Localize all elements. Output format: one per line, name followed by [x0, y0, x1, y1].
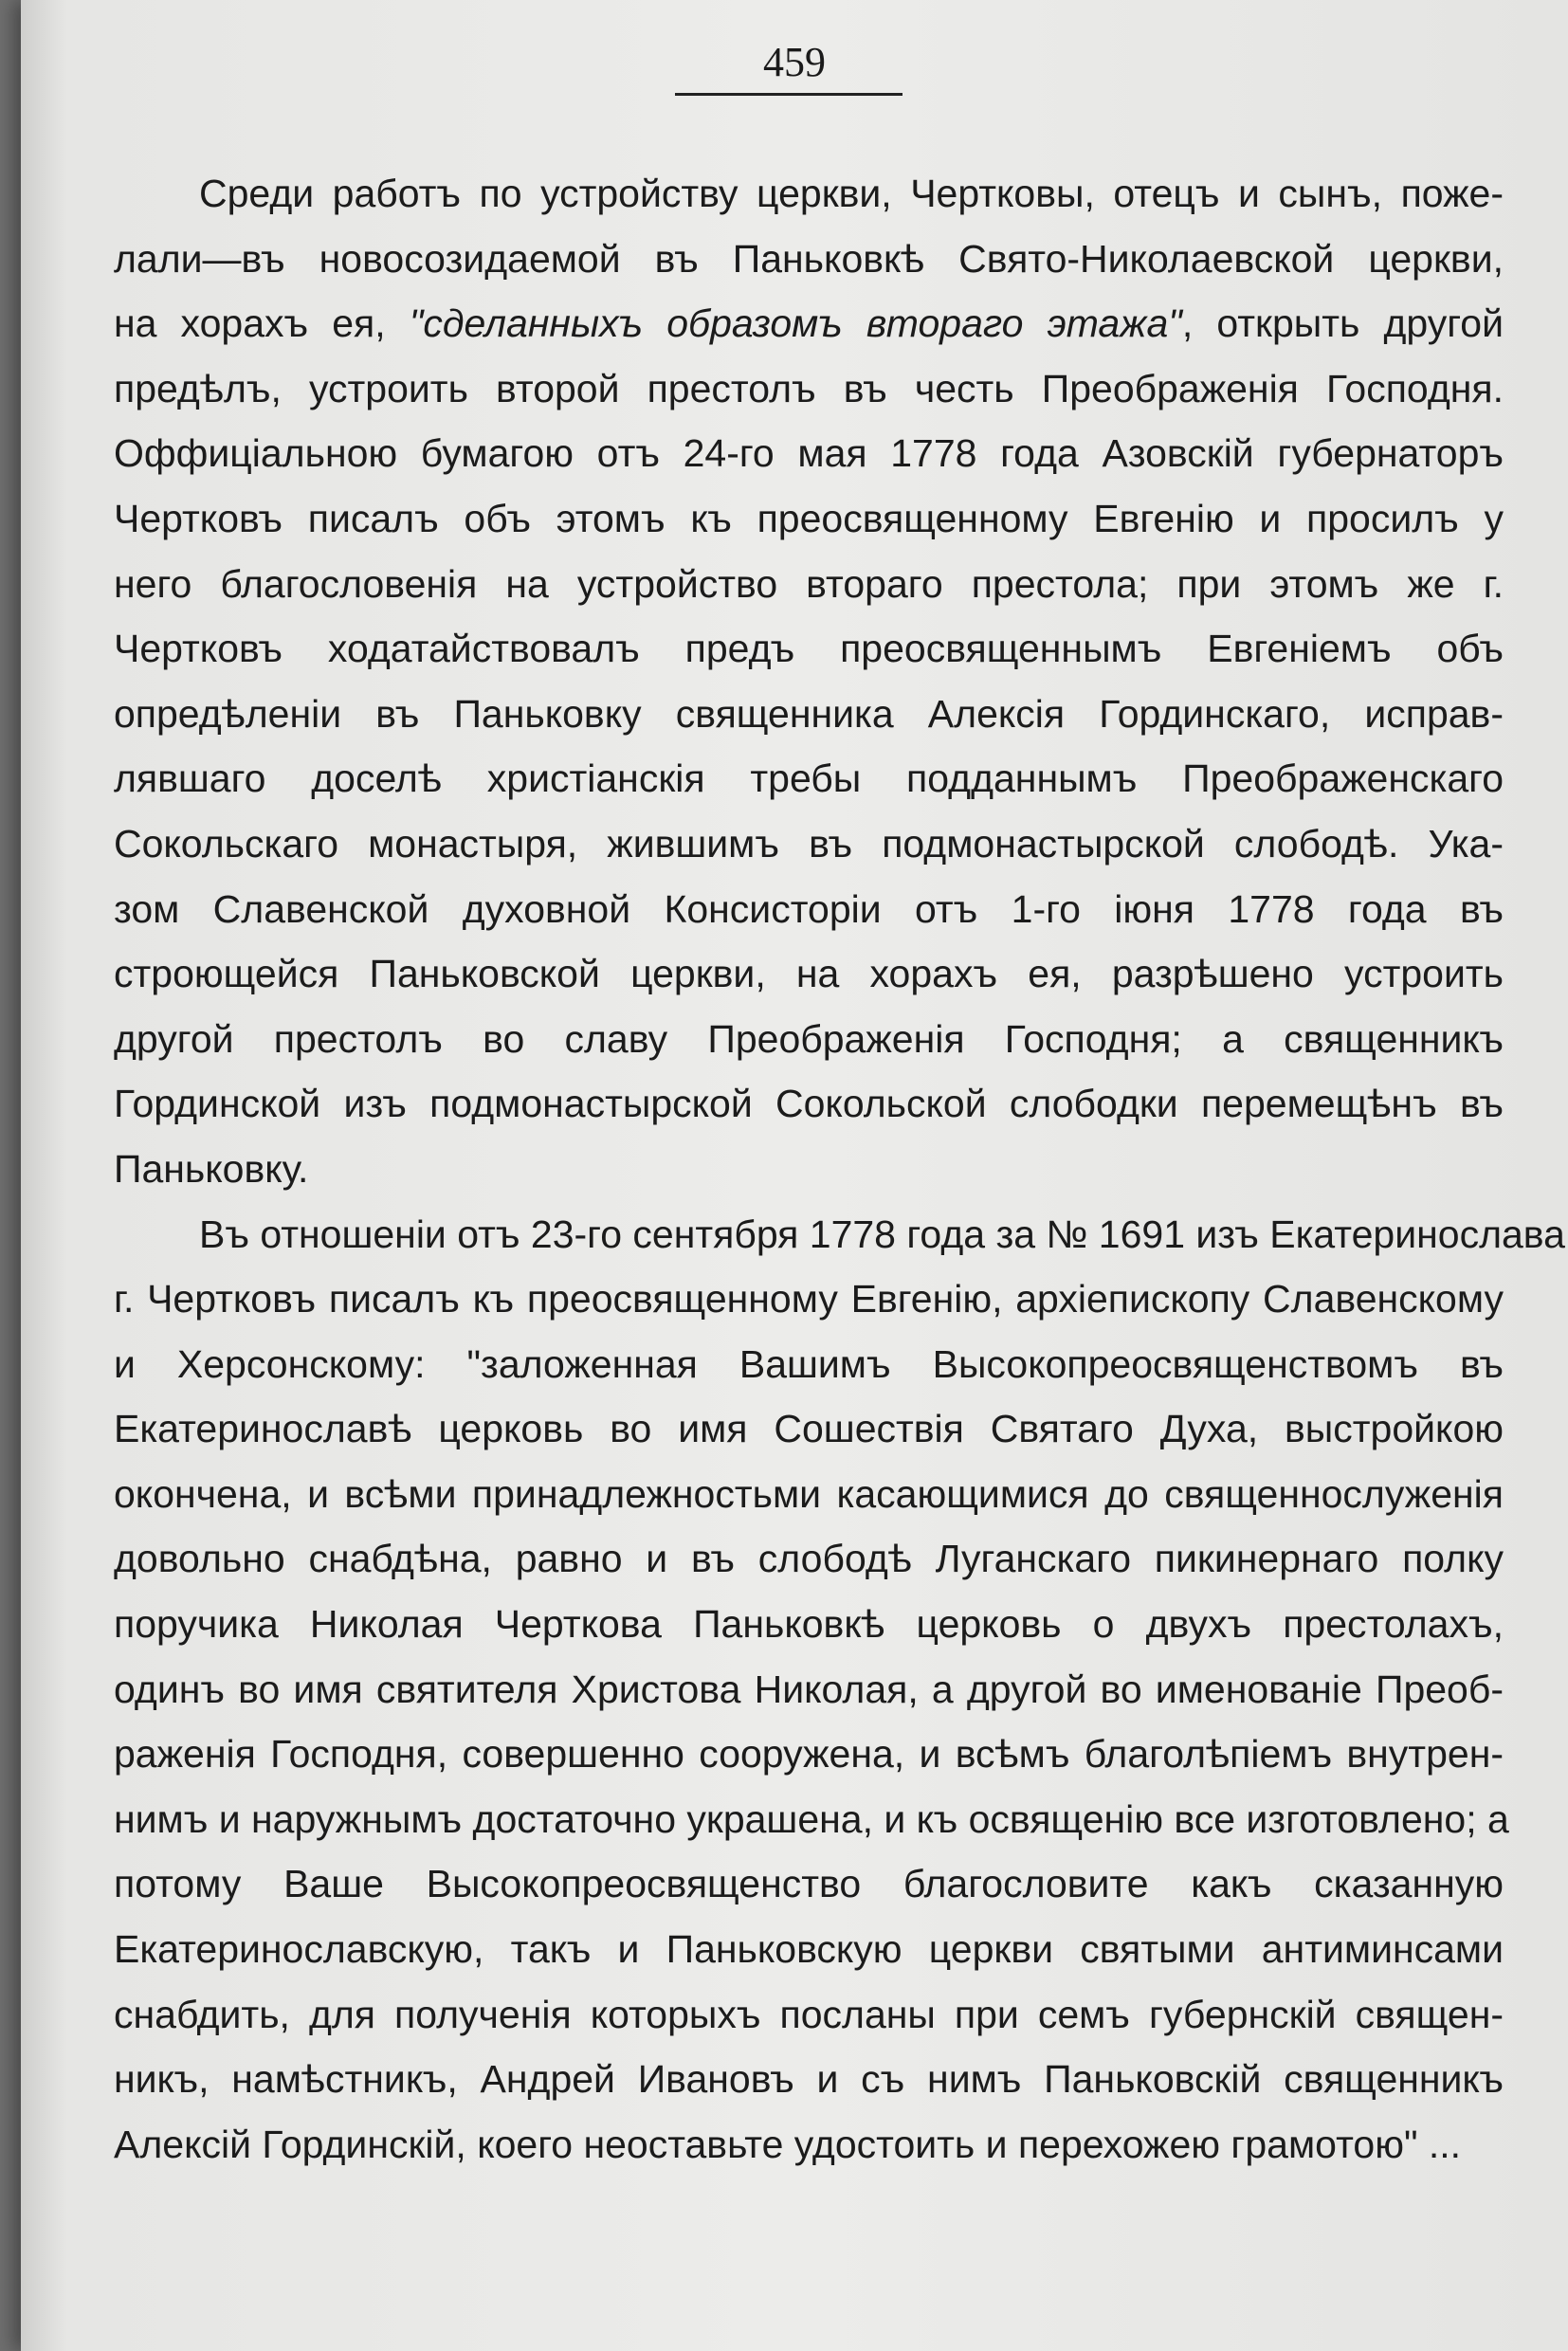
text-line: потому Ваше Высокопреосвященство благословите какъ сказанную	[114, 1862, 1504, 1906]
italic-quote: "сделанныхъ образомъ втораго этажа"	[409, 301, 1182, 346]
text-line: другой престолъ во славу Преображенія Господня; а священникъ	[114, 1016, 1504, 1061]
paragraph-2	[114, 1202, 1565, 2178]
text-line: окончена, и всѣми принадлежностьми касающимися до священнослуженія	[114, 1471, 1504, 1516]
text-segment: на хорахъ ея,	[114, 301, 386, 346]
text-line: Чертковъ писалъ объ этомъ къ преосвященному Евгенію и просилъ у	[114, 496, 1504, 540]
text-line-mixed: на хорахъ ея, "сделанныхъ образомъ втораго этажа", открыть другой	[114, 301, 1504, 346]
text-line: довольно снабдѣна, равно и въ слободѣ Луганскаго пикинернаго полку	[114, 1537, 1504, 1581]
text-line: Чертковъ ходатайствовалъ предъ преосвященнымъ Евгеніемъ объ	[114, 627, 1504, 671]
text-line: Въ отношеніи отъ 23-го сентября 1778 года за № 1691 изъ Екатеринослава	[199, 1212, 1565, 1256]
body-text	[114, 161, 1565, 2177]
text-line: него благословенія на устройство втораго престола; при этомъ же г.	[114, 561, 1504, 606]
text-line: Оффиціальною бумагою отъ 24-го мая 1778 года Азовскій губернаторъ	[114, 431, 1504, 476]
text-line: Екатеринославскую, такъ и Паньковскую церкви святыми антиминсами	[114, 1927, 1504, 1972]
text-line: поручика Николая Черткова Паньковкѣ церковь о двухъ престолахъ,	[114, 1602, 1504, 1647]
text-line: опредѣленіи въ Паньковку священника Алексія Гординскаго, исправ-	[114, 691, 1504, 736]
text-line: Гординской изъ подмонастырской Сокольской слободки перемещѣнъ въ	[114, 1082, 1504, 1126]
text-line: и Херсонскому: "заложенная Вашимъ Высокопреосвященствомъ въ	[114, 1341, 1504, 1386]
text-line: Сокольскаго монастыря, жившимъ въ подмонастырской слободѣ. Ука-	[114, 821, 1504, 866]
text-line: раженія Господня, совершенно сооружена, и всѣмъ благолѣпіемъ внутрен-	[114, 1732, 1504, 1777]
text-line: г. Чертковъ писалъ къ преосвященному Евгенію, архіепископу Славенскому	[114, 1277, 1504, 1321]
text-line: лявшаго доселѣ христіанскія требы подданнымъ Преображенскаго	[114, 756, 1504, 801]
text-line: никъ, намѣстникъ, Андрей Ивановъ и съ нимъ Паньковскій священникъ	[114, 2057, 1504, 2102]
text-line: предѣлъ, устроить второй престолъ въ честь Преображенія Господня.	[114, 366, 1504, 410]
text-line: Алексій Гординскій, коего неоставьте удостоить и перехожею грамотою" ...	[114, 2122, 1462, 2166]
text-line: Екатеринославѣ церковь во имя Сошествія Святаго Духа, выстройкою	[114, 1407, 1504, 1451]
text-line: строющейся Паньковской церкви, на хорахъ ея, разрѣшено устроить	[114, 952, 1504, 996]
book-page	[21, 0, 1568, 2351]
text-line: снабдить, для полученія которыхъ посланы при семъ губернскій священ-	[114, 1992, 1504, 2036]
text-line: Паньковку.	[114, 1146, 309, 1191]
header-rule	[675, 93, 903, 96]
paragraph-1	[114, 161, 1504, 1202]
text-line: зом Славенской духовной Консисторіи отъ 1-го іюня 1778 года въ	[114, 886, 1504, 931]
page-number: 459	[763, 39, 826, 85]
text-segment: открыть другой	[1216, 301, 1504, 346]
text-line: лали—въ новосозидаемой въ Паньковкѣ Свято-Николаевской церкви,	[114, 236, 1504, 281]
page-header	[21, 38, 1568, 92]
text-line: одинъ во имя святителя Христова Николая, а другой во именованіе Преоб-	[114, 1667, 1504, 1711]
text-line: нимъ и наружнымъ достаточно украшена, и къ освященію все изготовлено; а	[114, 1796, 1509, 1841]
text-line: Среди работъ по устройству церкви, Чертковы, отецъ и сынъ, поже-	[199, 172, 1504, 215]
